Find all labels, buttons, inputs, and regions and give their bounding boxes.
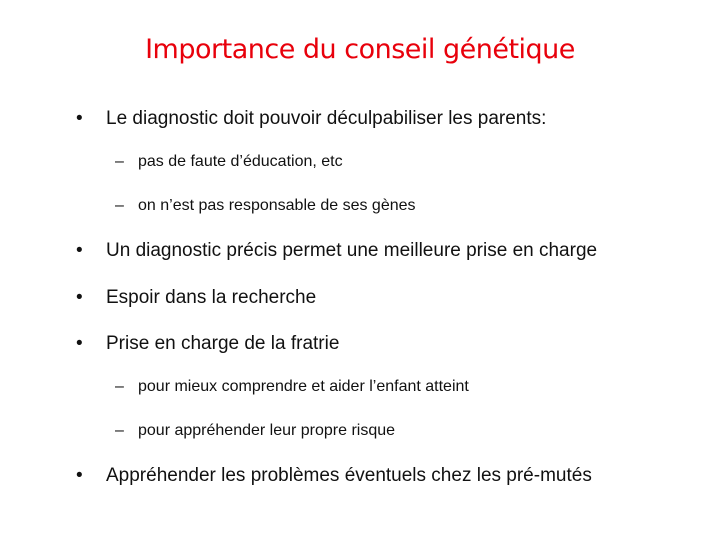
bullet-text: Appréhender les problèmes éventuels chez les pré-mutés [106, 465, 592, 486]
sub-bullet-text: pour mieux comprendre et aider l’enfant atteint [138, 378, 469, 395]
sub-bullet-text: pour appréhender leur propre risque [138, 422, 396, 439]
bullet-marker: • [76, 240, 83, 261]
sub-bullet-marker: – [115, 378, 124, 395]
bullet-marker: • [76, 287, 83, 308]
sub-bullet-marker: – [115, 153, 124, 170]
bullet-text: Espoir dans la recherche [106, 287, 317, 308]
bullet-marker: • [76, 108, 83, 129]
bullet-marker: • [76, 465, 83, 486]
sub-bullet-text: pas de faute d’éducation, etc [138, 153, 343, 170]
bullet-text: Prise en charge de la fratrie [106, 333, 340, 354]
sub-bullet-marker: – [115, 422, 124, 439]
sub-bullet-text: on n’est pas responsable de ses gènes [138, 197, 416, 214]
bullet-text: Un diagnostic précis permet une meilleure prise en charge [106, 240, 598, 261]
sub-bullet-marker: – [115, 197, 124, 214]
slide-title: Importance du conseil génétique [145, 34, 575, 65]
bullet-marker: • [76, 333, 83, 354]
bullet-text: Le diagnostic doit pouvoir déculpabiliser les parents: [106, 108, 547, 129]
